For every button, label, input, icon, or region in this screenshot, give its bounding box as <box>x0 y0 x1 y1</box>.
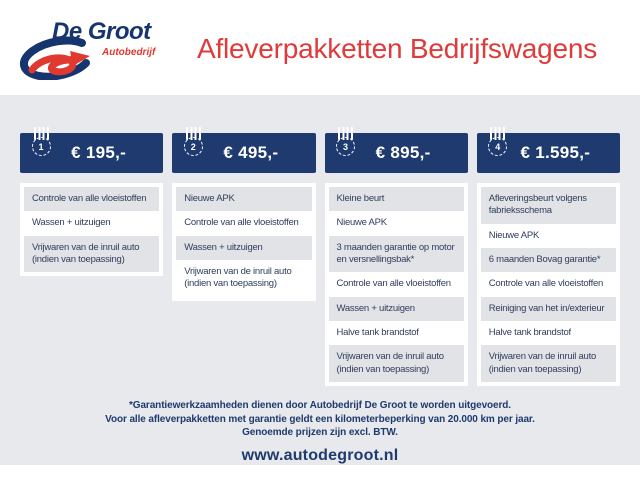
website-link[interactable]: www.autodegroot.nl <box>241 446 399 464</box>
package-item: Vrijwaren van de inruil auto (indien van toepassing) <box>481 345 616 382</box>
package-header <box>477 133 620 173</box>
brand-name: De Groot <box>52 17 151 45</box>
package-price: € 1.595,- <box>520 143 591 162</box>
package-column <box>20 133 163 276</box>
package-item-list <box>172 183 315 301</box>
package-item: Controle van alle vloeistoffen <box>329 272 464 296</box>
footnote-line: *Garantiewerkzaamheden dienen door Autobedrijf De Groot te worden uitgevoerd. <box>129 400 511 412</box>
medal-disc <box>488 137 507 156</box>
header <box>0 0 640 95</box>
package-item: Nieuwe APK <box>329 211 464 235</box>
package-item-list <box>20 183 163 276</box>
package-price: € 195,- <box>71 143 127 162</box>
package-header <box>172 133 315 173</box>
package-item: Wassen + uitzuigen <box>329 297 464 321</box>
package-item: Nieuwe APK <box>176 187 311 211</box>
page-title: Afleverpakketten Bedrijfswagens <box>196 32 598 64</box>
package-number: 4 <box>495 141 501 152</box>
package-number: 2 <box>190 141 196 152</box>
package-number: 3 <box>342 141 348 152</box>
package-header <box>20 133 163 173</box>
package-price: € 495,- <box>223 143 279 162</box>
package-header <box>325 133 468 173</box>
packages-row <box>20 133 620 386</box>
brand-subtitle: Autobedrijf <box>102 46 156 58</box>
package-item: 6 maanden Bovag garantie* <box>481 248 616 272</box>
package-item-list <box>325 183 468 386</box>
package-column <box>477 133 620 386</box>
package-item-list <box>477 183 620 386</box>
package-price: € 895,- <box>375 143 431 162</box>
medal-icon <box>29 127 53 156</box>
package-item: Wassen + uitzuigen <box>24 211 159 235</box>
bottom-margin <box>0 465 640 480</box>
package-item: Vrijwaren van de inruil auto (indien van toepassing) <box>329 345 464 382</box>
package-column <box>172 133 315 301</box>
footer <box>20 399 620 465</box>
package-item: Nieuwe APK <box>481 224 616 248</box>
package-item: Vrijwaren van de inruil auto (indien van toepassing) <box>176 260 311 297</box>
medal-icon <box>486 127 510 156</box>
medal-disc <box>184 137 203 156</box>
package-item: Wassen + uitzuigen <box>176 236 311 260</box>
package-item: Controle van alle vloeistoffen <box>481 272 616 296</box>
medal-icon <box>334 127 358 156</box>
package-item: Afleveringsbeurt volgens fabrieksschema <box>481 187 616 224</box>
package-item: 3 maanden garantie op motor en versnellingsbak* <box>329 236 464 273</box>
package-item: Controle van alle vloeistoffen <box>176 211 311 235</box>
package-item: Halve tank brandstof <box>481 321 616 345</box>
medal-disc <box>32 137 51 156</box>
footnote-line: Voor alle afleverpakketten met garantie geldt een kilometerbeperking van 20.000 km per jaar. <box>105 413 535 425</box>
medal-disc <box>336 137 355 156</box>
company-logo <box>12 16 164 80</box>
package-item: Controle van alle vloeistoffen <box>24 187 159 211</box>
package-column <box>325 133 468 386</box>
medal-icon <box>181 127 205 156</box>
footnote-line: Genoemde prijzen zijn excl. BTW. <box>242 427 398 439</box>
package-item: Halve tank brandstof <box>329 321 464 345</box>
package-number: 1 <box>38 141 44 152</box>
package-item: Kleine beurt <box>329 187 464 211</box>
package-item: Reiniging van het in/exterieur <box>481 297 616 321</box>
package-item: Vrijwaren van de inruil auto (indien van toepassing) <box>24 236 159 273</box>
content-area <box>0 95 640 465</box>
